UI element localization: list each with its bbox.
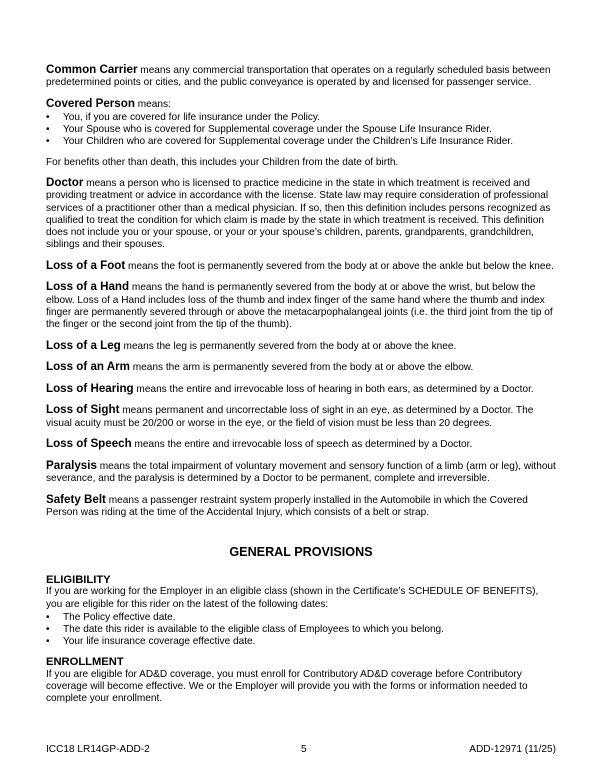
definition-term: Loss of Speech	[46, 437, 132, 451]
definition-common-carrier	[46, 64, 556, 89]
list-item-text: You, if you are covered for life insurance under the Policy.	[63, 112, 320, 123]
bullet-icon: •	[46, 624, 50, 635]
definition-text: means:	[134, 98, 171, 110]
list-item	[46, 612, 556, 624]
definition-doctor	[46, 177, 556, 251]
eligibility-heading: ELIGIBILITY	[46, 574, 111, 587]
definition-term: Loss of a Foot	[46, 258, 126, 272]
eligibility-list	[46, 612, 556, 649]
list-item-text: The date this rider is available to the eligible class of Employees to which you belong.	[63, 624, 444, 635]
definition-term: Safety Belt	[46, 492, 106, 506]
definition-loss-of-sight	[46, 404, 556, 429]
definition-text: means the hand is permanently severed from the body at or above the wrist, but below the elbow. Loss of a Hand includes loss of the thumb and index finger of the same hand where the thumb and index finger are permanently severed through or above the metacarpophalangeal joints (i.e. the third joint from the tip of the finger or the second joint from the tip of the thumb).	[46, 282, 553, 331]
page-number: 5	[301, 744, 307, 755]
definition-term: Loss of a Hand	[46, 280, 130, 294]
definition-text: means a person who is licensed to practice medicine in the state in which treatment is received and providing treatment or advice in accordance with the license. State law may require consideration of professional services of a practitioner other than a medical physician. If so, then this definition includes persons recognized as qualified to treat the condition for which claim is made by the state in which treatment is received. This definition does not include you or your spouse, or your or your spouse’s children, parents, grandparents, grandchildren, siblings and their spouses.	[46, 178, 551, 251]
definition-loss-of-an-arm	[46, 361, 556, 374]
list-item-text: Your Children who are covered for Supplemental coverage under the Children’s Life Insurance Rider.	[63, 136, 513, 148]
definition-term: Loss of an Arm	[46, 360, 130, 374]
definition-covered-person	[46, 98, 556, 169]
list-item-text: Your Spouse who is covered for Supplemental coverage under the Spouse Life Insurance Rider.	[63, 124, 492, 136]
definition-text: means the entire and irrevocable loss of hearing in both ears, as determined by a Doctor.	[133, 383, 534, 395]
covered-person-note: For benefits other than death, this includes your Children from the date of birth.	[46, 156, 399, 168]
definition-loss-of-a-leg	[46, 340, 556, 353]
definition-term: Loss of Hearing	[46, 381, 134, 395]
definition-term: Loss of a Leg	[46, 338, 121, 352]
bullet-icon: •	[46, 112, 50, 123]
definition-loss-of-a-foot	[46, 260, 556, 273]
definition-text: means the arm is permanently severed from the body at or above the elbow.	[129, 362, 474, 374]
definition-text: means the entire and irrevocable loss of speech as determined by a Doctor.	[131, 439, 473, 451]
definition-text: means the total impairment of voluntary movement and sensory function of a limb (arm or leg), without severance, and the paralysis is determined by a Doctor to be permanent, complete and irreversible.	[46, 460, 556, 484]
list-item	[46, 136, 556, 148]
definition-safety-belt	[46, 494, 556, 519]
definition-term: Loss of Sight	[46, 403, 120, 417]
enrollment-heading: ENROLLMENT	[46, 656, 124, 669]
bullet-icon: •	[46, 636, 50, 648]
definition-paralysis	[46, 460, 556, 485]
definition-loss-of-a-hand	[46, 281, 556, 331]
section-title: GENERAL PROVISIONS	[229, 544, 373, 559]
definition-term: Doctor	[46, 176, 84, 190]
definition-text: means the leg is permanently severed from the body at or above the knee.	[120, 340, 457, 352]
eligibility-text: If you are working for the Employer in an eligible class (shown in the Certificate’s SCHEDULE OF BENEFITS), you are eligible for this rider on the latest of the following dates:	[46, 586, 539, 610]
eligibility-section	[46, 574, 556, 648]
enrollment-section	[46, 656, 556, 705]
definition-loss-of-hearing	[46, 383, 556, 396]
list-item-text: Your life insurance coverage effective date.	[63, 636, 256, 648]
definition-term: Common Carrier	[46, 63, 138, 76]
definition-term-block	[46, 98, 556, 111]
list-item	[46, 636, 556, 648]
bullet-icon: •	[46, 136, 50, 148]
definition-text: means any commercial transportation that operates on a regularly scheduled basis between predetermined points or cities, and the public conveyance is operated by and licensed for passenger service.	[46, 65, 551, 89]
list-item-text: The Policy effective date.	[63, 611, 176, 623]
bullet-icon: •	[46, 611, 50, 623]
form-number: ICC18 LR14GP-ADD-2	[46, 744, 150, 755]
document-code: ADD-12971 (11/25)	[469, 744, 556, 755]
definition-term: Covered Person	[46, 96, 135, 110]
definition-term: Paralysis	[46, 458, 97, 472]
definition-text: means the foot is permanently severed from the body at or above the ankle but below the knee.	[125, 260, 554, 272]
definition-text: means a passenger restraint system properly installed in the Automobile in which the Covered Person was riding at the time of the Accidental Injury, which consists of a belt or strap.	[46, 494, 528, 518]
list-item	[46, 112, 556, 124]
enrollment-text: If you are eligible for AD&D coverage, you must enroll for Contributory AD&D coverage before Contributory coverage will become effective. We or the Employer will provide you with the forms or information needed to complete your enrollment.	[46, 668, 528, 705]
definition-loss-of-speech	[46, 438, 556, 451]
covered-person-list	[46, 112, 556, 149]
definition-text: means permanent and uncorrectable loss of sight in an eye, as determined by a Doctor. The visual acuity must be 20/200 or worse in the eye, or the field of vision must be less than 20 degrees.	[46, 405, 534, 429]
list-item	[46, 124, 556, 136]
document-body	[46, 64, 556, 705]
list-item	[46, 624, 556, 636]
bullet-icon: •	[46, 124, 50, 136]
